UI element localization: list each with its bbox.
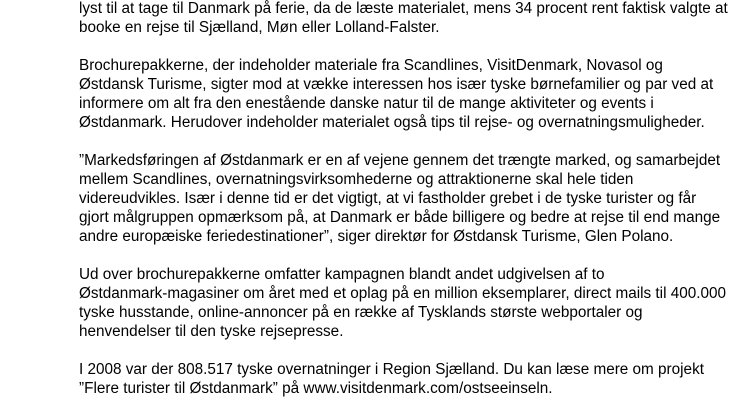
text-line: tyske husstande, online-annoncer på en række af Tysklands største webportaler og — [79, 304, 643, 321]
text-line: ”Markedsføringen af Østdanmark er en af vejene gennem det trængte marked, og samarbejdet — [79, 152, 721, 169]
text-line: andre europæiske feriedestinationer”, siger direktør for Østdansk Turisme, Glen Polano. — [79, 228, 674, 245]
text-line: lyst til at tage til Danmark på ferie, da de læste materialet, mens 34 procent rent faktisk valgte at — [79, 0, 728, 17]
text-line: Østdanmark-magasiner om året med et oplag på en million eksemplarer, direct mails til 400.000 — [79, 285, 727, 302]
text-line: gjort målgruppen opmærksom på, at Danmark er både billigere og bedre at rejse til end mange — [79, 209, 721, 226]
text-line: Brochurepakkerne, der indeholder materiale fra Scandlines, VisitDenmark, Novasol og — [79, 57, 663, 74]
text-line: booke en rejse til Sjælland, Møn eller Lolland-Falster. — [79, 19, 440, 36]
text-line: ”Flere turister til Østdanmark” på www.visitdenmark.com/ostseeinseln. — [79, 380, 553, 397]
text-line: videreudvikles. Især i denne tid er det vigtigt, at vi fastholder grebet i de tyske turister og får — [79, 190, 697, 207]
text-line: Ud over brochurepakkerne omfatter kampagnen blandt andet udgivelsen af to — [79, 266, 605, 283]
text-line: Østdansk Turisme, sigter mod at vække interessen hos især tyske børnefamilier og par ved at — [79, 76, 714, 93]
text-line: mellem Scandlines, overnatningsvirksomhederne og attraktionerne skal hele tiden — [79, 171, 634, 188]
text-line: I 2008 var der 808.517 tyske overnatninger i Region Sjælland. Du kan læse mere om projekt — [79, 361, 704, 378]
text-line: informere om alt fra den enestående danske natur til de mange aktiviteter og events i — [79, 95, 654, 112]
text-line: Østdanmark. Herudover indeholder materialet også tips til rejse- og overnatningsmuligheder. — [79, 114, 705, 131]
text-line: henvendelser til den tyske rejsepresse. — [79, 323, 344, 340]
